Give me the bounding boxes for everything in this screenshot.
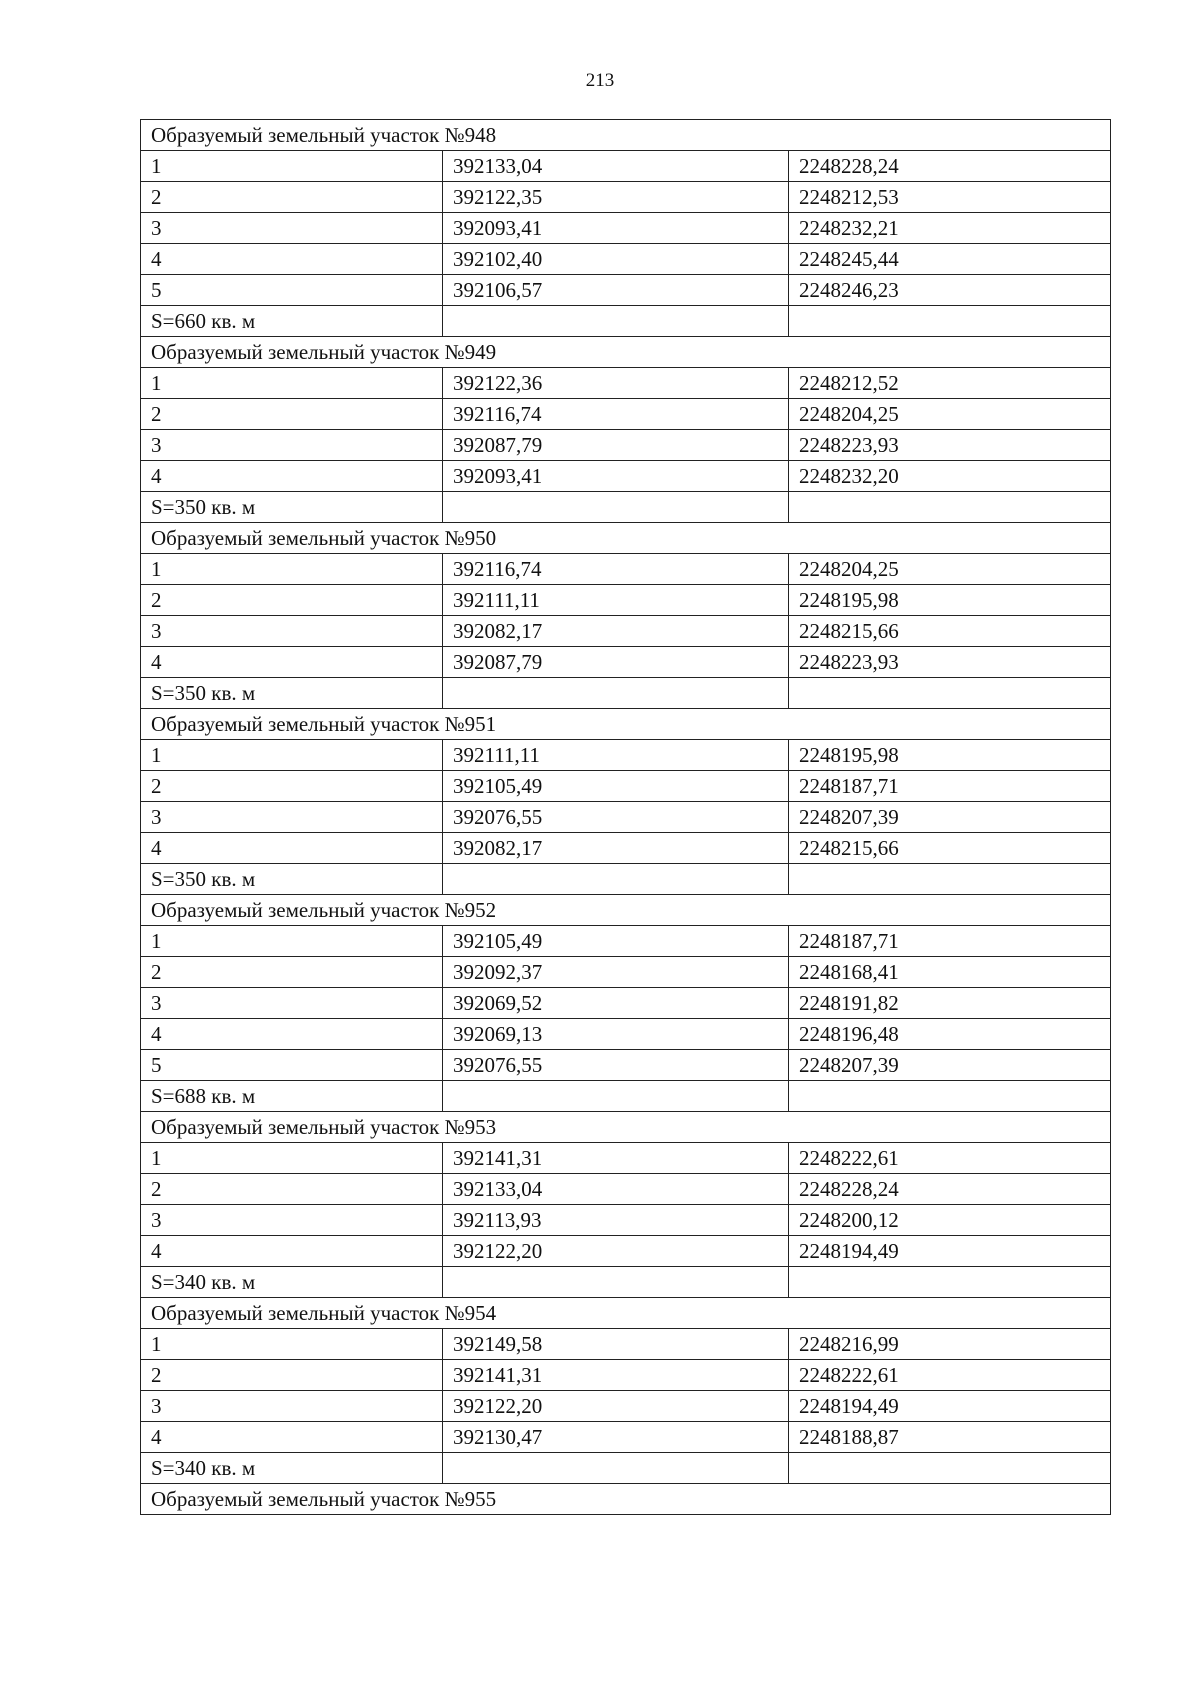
- point-number: 1: [141, 1329, 443, 1360]
- parcel-title: Образуемый земельный участок №952: [141, 895, 1111, 926]
- coordinate-y: 2248194,49: [789, 1236, 1111, 1267]
- table-row: [141, 1329, 1111, 1360]
- point-number: 1: [141, 740, 443, 771]
- table-row: [141, 1019, 1111, 1050]
- table-row: [141, 244, 1111, 275]
- point-number: 1: [141, 368, 443, 399]
- point-number: 4: [141, 833, 443, 864]
- coordinate-y: 2248188,87: [789, 1422, 1111, 1453]
- coordinate-y: 2248232,21: [789, 213, 1111, 244]
- table-row: [141, 585, 1111, 616]
- table-row: [141, 1143, 1111, 1174]
- coordinate-y: 2248207,39: [789, 802, 1111, 833]
- point-number: 3: [141, 988, 443, 1019]
- table-row: [141, 151, 1111, 182]
- parcel-area-row: [141, 678, 1111, 709]
- coordinate-x: 392122,20: [443, 1391, 789, 1422]
- point-number: 3: [141, 1205, 443, 1236]
- coordinate-x: 392133,04: [443, 1174, 789, 1205]
- coordinate-x: 392122,36: [443, 368, 789, 399]
- table-row: [141, 926, 1111, 957]
- point-number: 4: [141, 244, 443, 275]
- parcel-title-row: [141, 1298, 1111, 1329]
- point-number: 1: [141, 926, 443, 957]
- coordinate-x: 392141,31: [443, 1360, 789, 1391]
- coordinate-x: 392082,17: [443, 833, 789, 864]
- point-number: 3: [141, 430, 443, 461]
- parcel-area: S=340 кв. м: [141, 1453, 443, 1484]
- point-number: 5: [141, 275, 443, 306]
- point-number: 4: [141, 647, 443, 678]
- parcel-area-row: [141, 492, 1111, 523]
- table-row: [141, 1236, 1111, 1267]
- coordinate-x: 392122,20: [443, 1236, 789, 1267]
- table-row: [141, 740, 1111, 771]
- coordinate-x: 392092,37: [443, 957, 789, 988]
- point-number: 3: [141, 616, 443, 647]
- coordinate-x: 392105,49: [443, 771, 789, 802]
- coordinate-x: 392130,47: [443, 1422, 789, 1453]
- table-row: [141, 1360, 1111, 1391]
- coordinate-x: 392082,17: [443, 616, 789, 647]
- parcel-title: Образуемый земельный участок №949: [141, 337, 1111, 368]
- coordinates-table-body: [141, 120, 1111, 1515]
- empty-cell: [789, 492, 1111, 523]
- table-row: [141, 554, 1111, 585]
- empty-cell: [443, 1453, 789, 1484]
- parcel-title-row: [141, 1484, 1111, 1515]
- coordinate-y: 2248196,48: [789, 1019, 1111, 1050]
- coordinate-y: 2248245,44: [789, 244, 1111, 275]
- coordinate-y: 2248204,25: [789, 554, 1111, 585]
- empty-cell: [789, 864, 1111, 895]
- point-number: 2: [141, 1174, 443, 1205]
- parcel-title: Образуемый земельный участок №948: [141, 120, 1111, 151]
- empty-cell: [443, 678, 789, 709]
- coordinate-x: 392087,79: [443, 647, 789, 678]
- parcel-title-row: [141, 337, 1111, 368]
- point-number: 1: [141, 1143, 443, 1174]
- empty-cell: [789, 1267, 1111, 1298]
- table-row: [141, 1174, 1111, 1205]
- coordinate-y: 2248228,24: [789, 151, 1111, 182]
- table-row: [141, 1422, 1111, 1453]
- coordinate-x: 392111,11: [443, 585, 789, 616]
- parcel-title-row: [141, 120, 1111, 151]
- coordinate-y: 2248204,25: [789, 399, 1111, 430]
- parcel-area: S=660 кв. м: [141, 306, 443, 337]
- parcel-area-row: [141, 1267, 1111, 1298]
- point-number: 4: [141, 1019, 443, 1050]
- parcel-title-row: [141, 1112, 1111, 1143]
- point-number: 4: [141, 461, 443, 492]
- point-number: 4: [141, 1422, 443, 1453]
- table-row: [141, 368, 1111, 399]
- coordinate-x: 392069,13: [443, 1019, 789, 1050]
- parcel-area-row: [141, 1081, 1111, 1112]
- parcel-area-row: [141, 306, 1111, 337]
- table-row: [141, 988, 1111, 1019]
- point-number: 3: [141, 802, 443, 833]
- parcel-title-row: [141, 895, 1111, 926]
- coordinate-y: 2248223,93: [789, 647, 1111, 678]
- coordinate-y: 2248222,61: [789, 1360, 1111, 1391]
- coordinate-x: 392111,11: [443, 740, 789, 771]
- parcel-area-row: [141, 1453, 1111, 1484]
- empty-cell: [443, 306, 789, 337]
- coordinate-y: 2248200,12: [789, 1205, 1111, 1236]
- parcel-area: S=688 кв. м: [141, 1081, 443, 1112]
- coordinate-x: 392116,74: [443, 399, 789, 430]
- coordinate-x: 392093,41: [443, 461, 789, 492]
- coordinate-y: 2248194,49: [789, 1391, 1111, 1422]
- table-row: [141, 430, 1111, 461]
- point-number: 2: [141, 182, 443, 213]
- table-row: [141, 771, 1111, 802]
- parcel-area: S=350 кв. м: [141, 678, 443, 709]
- coordinate-x: 392105,49: [443, 926, 789, 957]
- parcel-area: S=350 кв. м: [141, 492, 443, 523]
- coordinate-y: 2248246,23: [789, 275, 1111, 306]
- coordinate-x: 392069,52: [443, 988, 789, 1019]
- point-number: 2: [141, 771, 443, 802]
- table-row: [141, 802, 1111, 833]
- point-number: 3: [141, 1391, 443, 1422]
- parcel-title: Образуемый земельный участок №953: [141, 1112, 1111, 1143]
- coordinate-y: 2248212,52: [789, 368, 1111, 399]
- empty-cell: [443, 864, 789, 895]
- coordinate-y: 2248187,71: [789, 771, 1111, 802]
- coordinates-table: [140, 119, 1111, 1515]
- parcel-title: Образуемый земельный участок №954: [141, 1298, 1111, 1329]
- coordinate-y: 2248223,93: [789, 430, 1111, 461]
- coordinate-y: 2248207,39: [789, 1050, 1111, 1081]
- table-row: [141, 1050, 1111, 1081]
- coordinate-y: 2248215,66: [789, 616, 1111, 647]
- empty-cell: [789, 1081, 1111, 1112]
- empty-cell: [443, 1081, 789, 1112]
- table-row: [141, 647, 1111, 678]
- parcel-title-row: [141, 523, 1111, 554]
- table-row: [141, 616, 1111, 647]
- coordinate-x: 392149,58: [443, 1329, 789, 1360]
- coordinate-x: 392093,41: [443, 213, 789, 244]
- coordinate-x: 392106,57: [443, 275, 789, 306]
- coordinate-y: 2248212,53: [789, 182, 1111, 213]
- coordinate-y: 2248222,61: [789, 1143, 1111, 1174]
- coordinate-y: 2248216,99: [789, 1329, 1111, 1360]
- empty-cell: [789, 306, 1111, 337]
- table-row: [141, 275, 1111, 306]
- coordinate-x: 392133,04: [443, 151, 789, 182]
- table-row: [141, 833, 1111, 864]
- parcel-title: Образуемый земельный участок №955: [141, 1484, 1111, 1515]
- coordinate-y: 2248168,41: [789, 957, 1111, 988]
- table-row: [141, 957, 1111, 988]
- parcel-area: S=350 кв. м: [141, 864, 443, 895]
- coordinate-x: 392076,55: [443, 802, 789, 833]
- table-row: [141, 1391, 1111, 1422]
- coordinate-y: 2248187,71: [789, 926, 1111, 957]
- coordinate-y: 2248195,98: [789, 585, 1111, 616]
- point-number: 1: [141, 151, 443, 182]
- empty-cell: [789, 1453, 1111, 1484]
- point-number: 4: [141, 1236, 443, 1267]
- coordinate-x: 392102,40: [443, 244, 789, 275]
- parcel-title: Образуемый земельный участок №950: [141, 523, 1111, 554]
- table-row: [141, 399, 1111, 430]
- point-number: 3: [141, 213, 443, 244]
- coordinate-x: 392087,79: [443, 430, 789, 461]
- coordinate-x: 392122,35: [443, 182, 789, 213]
- coordinate-x: 392113,93: [443, 1205, 789, 1236]
- coordinate-y: 2248215,66: [789, 833, 1111, 864]
- point-number: 2: [141, 1360, 443, 1391]
- coordinate-x: 392141,31: [443, 1143, 789, 1174]
- parcel-title-row: [141, 709, 1111, 740]
- parcel-area-row: [141, 864, 1111, 895]
- page-number: 213: [585, 70, 615, 91]
- parcel-area: S=340 кв. м: [141, 1267, 443, 1298]
- empty-cell: [443, 1267, 789, 1298]
- table-row: [141, 213, 1111, 244]
- table-row: [141, 1205, 1111, 1236]
- empty-cell: [789, 678, 1111, 709]
- coordinate-y: 2248228,24: [789, 1174, 1111, 1205]
- point-number: 2: [141, 957, 443, 988]
- coordinate-y: 2248191,82: [789, 988, 1111, 1019]
- point-number: 2: [141, 399, 443, 430]
- empty-cell: [443, 492, 789, 523]
- parcel-title: Образуемый земельный участок №951: [141, 709, 1111, 740]
- coordinate-y: 2248232,20: [789, 461, 1111, 492]
- table-row: [141, 182, 1111, 213]
- point-number: 1: [141, 554, 443, 585]
- table-row: [141, 461, 1111, 492]
- coordinate-x: 392116,74: [443, 554, 789, 585]
- point-number: 2: [141, 585, 443, 616]
- coordinate-x: 392076,55: [443, 1050, 789, 1081]
- coordinate-y: 2248195,98: [789, 740, 1111, 771]
- point-number: 5: [141, 1050, 443, 1081]
